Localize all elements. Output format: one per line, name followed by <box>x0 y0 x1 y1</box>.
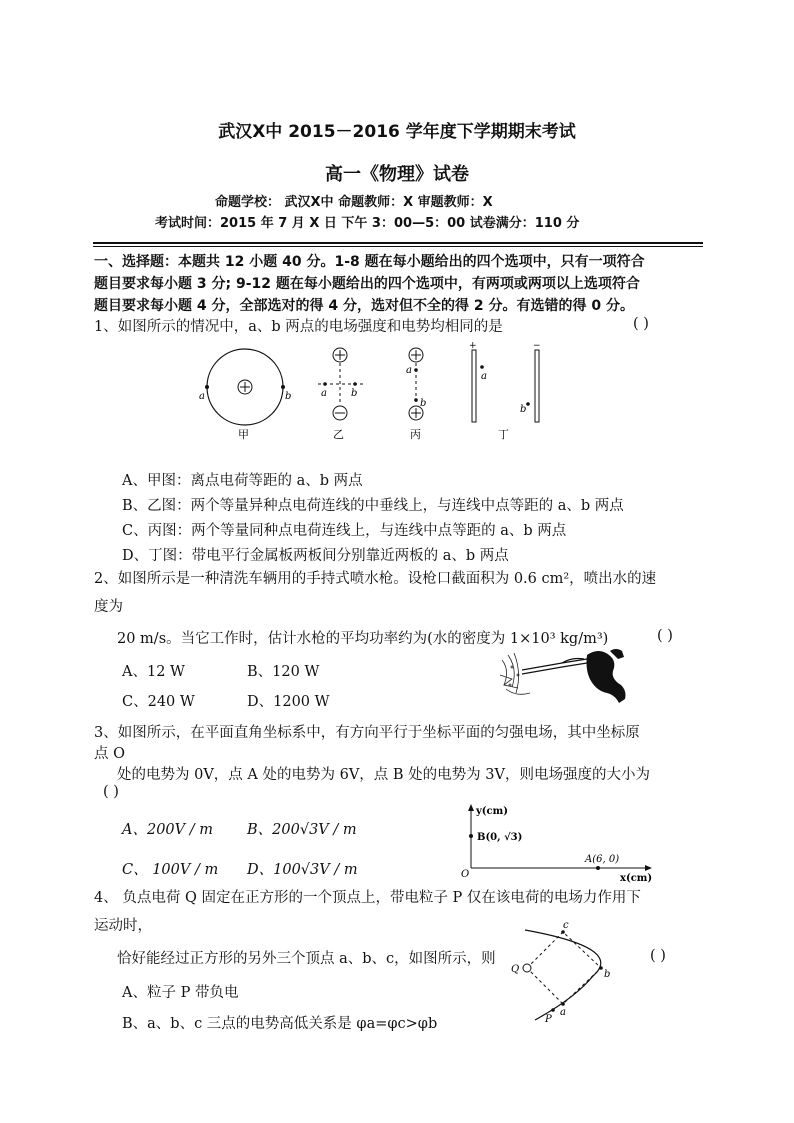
question-2-stem-line2: 度为 <box>94 599 123 615</box>
fig-yi-a: a <box>321 388 327 399</box>
figure-yi <box>318 348 364 441</box>
question-1-option-c: C、丙图：两个等量同种点电荷连线上，与连线中点等距的 a、b 两点 <box>122 523 567 539</box>
figure-ding <box>469 341 541 441</box>
question-4-stem-line2: 运动时， <box>94 918 152 934</box>
question-3-option-b: B、200√3V / m <box>247 822 357 838</box>
question-2-option-c: C、240 W <box>122 694 195 710</box>
question-1-stem: 1、如图所示的情况中，a、b 两点的电场强度和电势均相同的是 <box>94 319 503 335</box>
fig-ding-minus: − <box>533 341 541 351</box>
divider-thin <box>93 246 703 247</box>
question-4-answer-paren: ( ) <box>650 948 666 964</box>
question-2-option-b: B、120 W <box>247 664 320 680</box>
particle-p-label: P <box>545 1014 552 1025</box>
question-4-option-a: A、粒子 P 带负电 <box>122 985 239 1001</box>
fig-ding-a: a <box>481 371 487 382</box>
exam-subtitle: 高一《物理》试卷 <box>325 164 469 185</box>
question-1-answer-paren: ( ) <box>633 316 649 332</box>
question-1-option-a: A、甲图：离点电荷等距的 a、b 两点 <box>122 473 363 489</box>
question-3-stem-line2: 点 O <box>94 746 125 762</box>
point-b-label: b <box>604 969 611 980</box>
question-3-stem-line3: 处的电势为 0V，点 A 处的电势为 6V，点 B 处的电势为 3V，则电场强度的大小为 <box>117 767 650 783</box>
question-1-option-d: D、丁图：带电平行金属板两板间分别靠近两板的 a、b 两点 <box>122 548 509 564</box>
fig-jia-label: 甲 <box>238 428 249 441</box>
exam-title: 武汉X中 2015－2016 学年度下学期期末考试 <box>218 122 576 142</box>
point-b-label: B(0, √3) <box>477 832 523 843</box>
question-3-option-d: D、100√3V / m <box>247 862 358 878</box>
figure-bing <box>406 348 426 441</box>
point-c-label: c <box>563 920 569 931</box>
question-2-answer-paren: ( ) <box>657 628 673 644</box>
question-1-figure <box>190 340 570 445</box>
section-instructions-line3: 题目要求每小题 4 分，全部选对的得 4 分，选对但不全的得 2 分。有选错的得 0 分。 <box>94 298 634 314</box>
section-instructions-line2: 题目要求每小题 3 分; 9-12 题在每小题给出的四个选项中，有两项或两项以上选项符合 <box>94 276 640 292</box>
charge-q-label: Q <box>511 964 520 975</box>
question-2-stem-line1: 2、如图所示是一种清洗车辆用的手持式喷水枪。设枪口截面积为 0.6 cm²，喷出水的速 <box>94 571 657 587</box>
fig-bing-a: a <box>406 365 412 376</box>
exam-info-line2: 考试时间：2015 年 7 月 X 日 下午 3：00—5：00 试卷满分：110 分 <box>155 216 580 231</box>
fig-yi-b: b <box>351 388 358 399</box>
question-1-option-b: B、乙图：两个等量异种点电荷连线的中垂线上，与连线中点等距的 a、b 两点 <box>122 498 624 514</box>
fig-bing-label: 丙 <box>410 428 421 441</box>
fig-jia-b: b <box>285 391 292 402</box>
question-3-stem-line1: 3、如图所示，在平面直角坐标系中，有方向平行于坐标平面的匀强电场，其中坐标原 <box>94 725 640 741</box>
origin-label: O <box>461 869 470 880</box>
fig-jia-a: a <box>199 391 205 402</box>
question-4-stem-line1: 4、 负点电荷 Q 固定在正方形的一个顶点上，带电粒子 P 仅在该电荷的电场力作用下 <box>94 890 641 906</box>
question-3-answer-paren: ( ) <box>103 784 119 800</box>
question-3-option-a: A、200V / m <box>122 822 213 838</box>
figure-jia <box>199 349 291 441</box>
water-gun-illustration <box>492 645 642 710</box>
section-instructions-line1: 一、选择题：本题共 12 小题 40 分。1-8 题在每小题给出的四个选项中，只有一项符合 <box>94 254 645 270</box>
question-4-option-b: B、a、b、c 三点的电势高低关系是 φa=φc>φb <box>122 1016 438 1032</box>
fig-yi-label: 乙 <box>333 428 344 441</box>
axis-y-label: y(cm) <box>476 806 508 817</box>
point-a-label: a <box>560 1007 566 1018</box>
exam-info-line1: 命题学校： 武汉X中 命题教师：X 审题教师：X <box>215 195 493 210</box>
axis-x-label: x(cm) <box>620 873 653 884</box>
question-3-coordinate-figure <box>455 802 655 884</box>
question-2-stem-line3: 20 m/s。当它工作时，估计水枪的平均功率约为(水的密度为 1×10³ kg/m³) <box>117 631 609 647</box>
fig-ding-plus: + <box>469 341 477 351</box>
question-2-option-d: D、1200 W <box>247 694 330 710</box>
point-a-label: A(6, 0) <box>585 854 620 865</box>
fig-ding-label: 丁 <box>498 428 509 441</box>
divider-thick <box>93 242 703 244</box>
question-3-option-c: C、 100V / m <box>122 862 219 878</box>
question-2-option-a: A、12 W <box>122 664 185 680</box>
question-4-figure <box>505 918 625 1028</box>
question-4-stem-line3: 恰好能经过正方形的另外三个顶点 a、b、c，如图所示，则 <box>117 951 496 967</box>
fig-ding-b: b <box>520 404 527 415</box>
fig-bing-b: b <box>420 398 427 409</box>
